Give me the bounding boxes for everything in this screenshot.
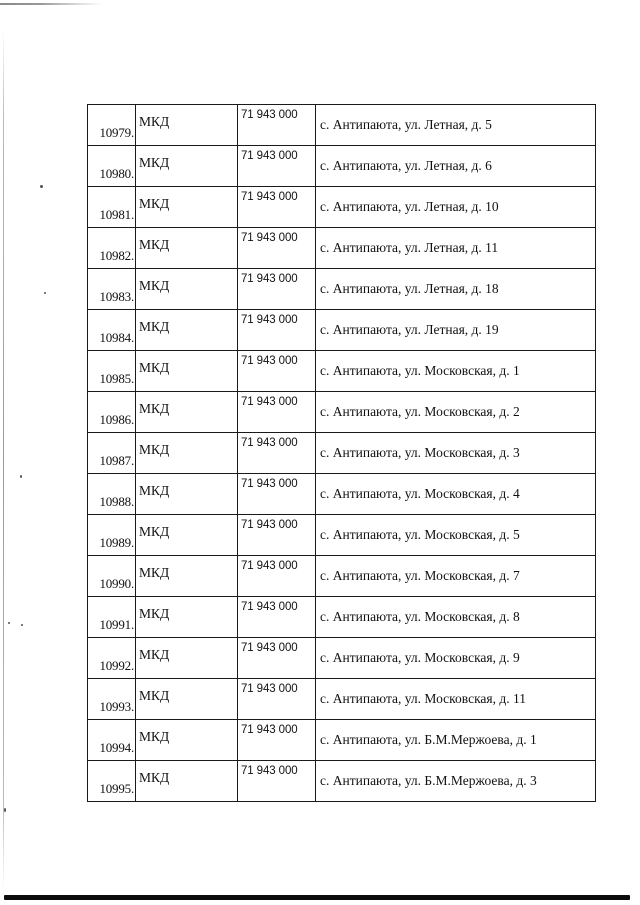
object-type: МКД [139,278,170,293]
table-cell-object-type [136,679,238,720]
table-cell-object-address [316,515,596,556]
table-cell-object-type [136,146,238,187]
table-cell-object-address [316,105,596,146]
oktmo-code: 71 943 000 [241,150,298,162]
oktmo-code: 71 943 000 [241,437,298,449]
table-row [88,392,596,433]
object-address: с. Антипаюта, ул. Московская, д. 2 [320,404,520,419]
row-number: 10988. [99,494,134,509]
table-cell-object-type [136,351,238,392]
table-cell-object-type [136,556,238,597]
oktmo-code: 71 943 000 [241,396,298,408]
object-type: МКД [139,196,170,211]
table-cell-row-number [88,433,136,474]
object-address: с. Антипаюта, ул. Московская, д. 1 [320,363,520,378]
table-cell-row-number [88,515,136,556]
scan-speck [20,475,22,478]
table-cell-object-type [136,433,238,474]
object-type: МКД [139,319,170,334]
oktmo-code: 71 943 000 [241,560,298,572]
object-address: с. Антипаюта, ул. Московская, д. 5 [320,527,520,542]
row-number: 10987. [99,453,134,468]
table-row [88,638,596,679]
table-cell-object-address [316,146,596,187]
table-cell-oktmo-code [238,187,316,228]
object-type: МКД [139,770,170,785]
table-cell-object-type [136,638,238,679]
object-address: с. Антипаюта, ул. Летная, д. 5 [320,117,492,132]
table-row [88,269,596,310]
object-type: МКД [139,606,170,621]
scan-top-mark [0,3,102,5]
row-number: 10979. [99,125,134,140]
table-row [88,679,596,720]
oktmo-code: 71 943 000 [241,191,298,203]
oktmo-code: 71 943 000 [241,724,298,736]
table-cell-row-number [88,392,136,433]
table-cell-object-type [136,474,238,515]
table-cell-row-number [88,720,136,761]
scan-speck [8,622,10,624]
row-number: 10986. [99,412,134,427]
table-cell-object-address [316,638,596,679]
row-number: 10991. [99,617,134,632]
oktmo-code: 71 943 000 [241,355,298,367]
scan-left-edge [3,30,4,890]
table-cell-oktmo-code [238,761,316,802]
object-type: МКД [139,524,170,539]
table-cell-object-type [136,515,238,556]
object-address: с. Антипаюта, ул. Московская, д. 7 [320,568,520,583]
table-cell-object-address [316,310,596,351]
oktmo-code: 71 943 000 [241,314,298,326]
table-cell-object-address [316,597,596,638]
object-type: МКД [139,442,170,457]
object-address: с. Антипаюта, ул. Летная, д. 19 [320,322,499,337]
object-address: с. Антипаюта, ул. Б.М.Мержоева, д. 1 [320,732,537,747]
table-row [88,146,596,187]
row-number: 10980. [99,166,134,181]
table-cell-object-address [316,679,596,720]
object-type: МКД [139,483,170,498]
row-number: 10995. [99,781,134,796]
table-cell-oktmo-code [238,351,316,392]
table-cell-oktmo-code [238,310,316,351]
housing-registry-table [87,104,596,802]
table-row [88,351,596,392]
object-type: МКД [139,688,170,703]
table-cell-object-address [316,351,596,392]
table-cell-oktmo-code [238,474,316,515]
table-cell-row-number [88,105,136,146]
table-row [88,597,596,638]
scan-bottom-edge [4,895,630,900]
table-cell-row-number [88,187,136,228]
oktmo-code: 71 943 000 [241,601,298,613]
table-cell-oktmo-code [238,679,316,720]
table-cell-row-number [88,761,136,802]
table-cell-object-type [136,105,238,146]
row-number: 10989. [99,535,134,550]
table-cell-object-type [136,720,238,761]
object-address: с. Антипаюта, ул. Московская, д. 9 [320,650,520,665]
table-cell-object-type [136,187,238,228]
object-address: с. Антипаюта, ул. Летная, д. 18 [320,281,499,296]
object-address: с. Антипаюта, ул. Московская, д. 11 [320,691,526,706]
object-address: с. Антипаюта, ул. Б.М.Мержоева, д. 3 [320,773,537,788]
table-cell-object-type [136,392,238,433]
object-type: МКД [139,401,170,416]
table-cell-oktmo-code [238,515,316,556]
table-cell-object-address [316,187,596,228]
object-type: МКД [139,565,170,580]
table-cell-oktmo-code [238,146,316,187]
object-address: с. Антипаюта, ул. Летная, д. 10 [320,199,499,214]
table-row [88,556,596,597]
table-cell-row-number [88,146,136,187]
table-row [88,310,596,351]
table-cell-oktmo-code [238,556,316,597]
row-number: 10994. [99,740,134,755]
table-cell-oktmo-code [238,228,316,269]
scan-speck [40,185,43,188]
table-cell-row-number [88,556,136,597]
object-type: МКД [139,729,170,744]
scan-speck [4,808,6,812]
oktmo-code: 71 943 000 [241,273,298,285]
table-cell-object-address [316,392,596,433]
table-row [88,515,596,556]
oktmo-code: 71 943 000 [241,519,298,531]
row-number: 10983. [99,289,134,304]
table-cell-object-type [136,761,238,802]
table-cell-object-type [136,597,238,638]
scan-speck [44,292,46,294]
oktmo-code: 71 943 000 [241,478,298,490]
table-cell-object-address [316,556,596,597]
table-row [88,187,596,228]
table-cell-row-number [88,597,136,638]
row-number: 10985. [99,371,134,386]
table-cell-row-number [88,638,136,679]
table-row [88,720,596,761]
table-cell-object-type [136,269,238,310]
object-type: МКД [139,647,170,662]
table-row [88,228,596,269]
table-cell-oktmo-code [238,597,316,638]
oktmo-code: 71 943 000 [241,683,298,695]
table-cell-row-number [88,310,136,351]
table-cell-object-address [316,433,596,474]
object-address: с. Антипаюта, ул. Московская, д. 3 [320,445,520,460]
row-number: 10982. [99,248,134,263]
table-cell-oktmo-code [238,269,316,310]
table-cell-row-number [88,679,136,720]
table-cell-object-type [136,228,238,269]
row-number: 10993. [99,699,134,714]
object-address: с. Антипаюта, ул. Московская, д. 4 [320,486,520,501]
object-type: МКД [139,360,170,375]
table-cell-oktmo-code [238,720,316,761]
table-row [88,761,596,802]
table-cell-object-address [316,761,596,802]
table-cell-oktmo-code [238,638,316,679]
table-cell-row-number [88,228,136,269]
table-row [88,474,596,515]
table-cell-oktmo-code [238,392,316,433]
object-address: с. Антипаюта, ул. Московская, д. 8 [320,609,520,624]
object-address: с. Антипаюта, ул. Летная, д. 11 [320,240,499,255]
object-type: МКД [139,155,170,170]
oktmo-code: 71 943 000 [241,109,298,121]
table-cell-object-address [316,228,596,269]
table-cell-object-type [136,310,238,351]
table-cell-row-number [88,269,136,310]
table-body [88,105,596,802]
row-number: 10992. [99,658,134,673]
table-row [88,433,596,474]
object-type: МКД [139,237,170,252]
table-cell-row-number [88,351,136,392]
oktmo-code: 71 943 000 [241,232,298,244]
table-cell-oktmo-code [238,105,316,146]
table-cell-oktmo-code [238,433,316,474]
table-cell-object-address [316,269,596,310]
oktmo-code: 71 943 000 [241,642,298,654]
row-number: 10990. [99,576,134,591]
object-type: МКД [139,114,170,129]
table-row [88,105,596,146]
table-cell-object-address [316,474,596,515]
table-cell-object-address [316,720,596,761]
object-address: с. Антипаюта, ул. Летная, д. 6 [320,158,492,173]
row-number: 10984. [99,330,134,345]
scan-speck [21,624,23,626]
oktmo-code: 71 943 000 [241,765,298,777]
row-number: 10981. [99,207,134,222]
table-cell-row-number [88,474,136,515]
